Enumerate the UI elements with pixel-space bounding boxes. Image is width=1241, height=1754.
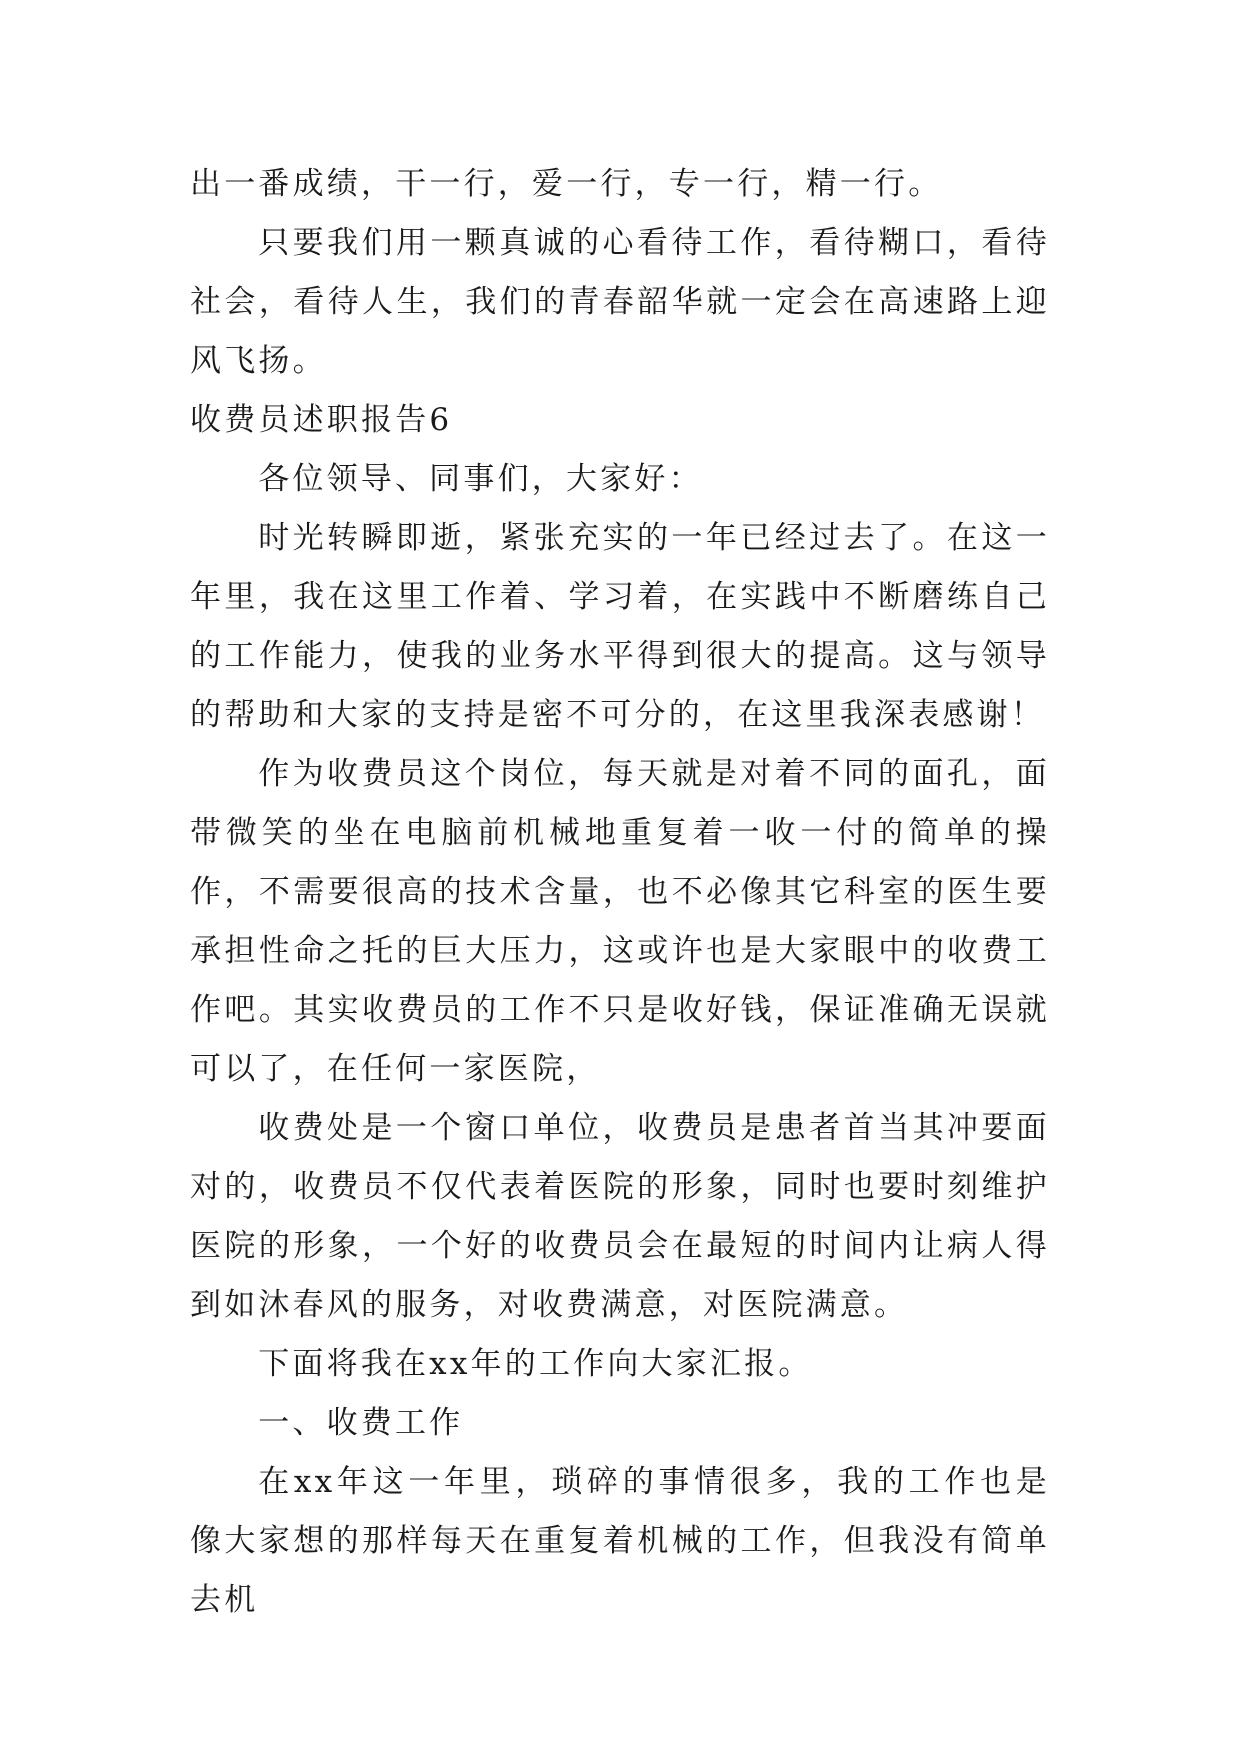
greeting: 各位领导、同事们，大家好： <box>258 461 703 497</box>
paragraph: 在xx年这一年里，琐碎的事情很多，我的工作也是像大家想的那样每天在重复着机械的工作，但我没有简单去机 <box>190 1464 1050 1618</box>
subsection-heading: 一、收费工作 <box>258 1405 464 1441</box>
paragraph: 收费处是一个窗口单位，收费员是患者首当其冲要面对的，收费员不仅代表着医院的形象，同时也要时刻维护医院的形象，一个好的收费员会在最短的时间内让病人得到如沐春风的服务，对收费满意，对医院满意。 <box>190 1110 1050 1323</box>
paragraph: 出一番成绩，干一行，爱一行，专一行，精一行。 <box>190 166 943 202</box>
paragraph: 作为收费员这个岗位，每天就是对着不同的面孔，面带微笑的坐在电脑前机械地重复着一收一付的简单的操作，不需要很高的技术含量，也不必像其它科室的医生要承担性命之托的巨大压力，这或许也是大家眼中的收费工作吧。其实收费员的工作不只是收好钱，保证准确无误就可以了，在任何一家医院， <box>190 756 1050 1087</box>
paragraph: 只要我们用一颗真诚的心看待工作，看待糊口，看待社会，看待人生，我们的青春韶华就一定会在高速路上迎风飞扬。 <box>190 225 1050 379</box>
document-body <box>190 155 1050 1630</box>
paragraph: 下面将我在xx年的工作向大家汇报。 <box>258 1346 813 1382</box>
section-heading: 收费员述职报告6 <box>190 402 453 438</box>
paragraph: 时光转瞬即逝，紧张充实的一年已经过去了。在这一年里，我在这里工作着、学习着，在实践中不断磨练自己的工作能力，使我的业务水平得到很大的提高。这与领导的帮助和大家的支持是密不可分的，在这里我深表感谢！ <box>190 520 1050 733</box>
